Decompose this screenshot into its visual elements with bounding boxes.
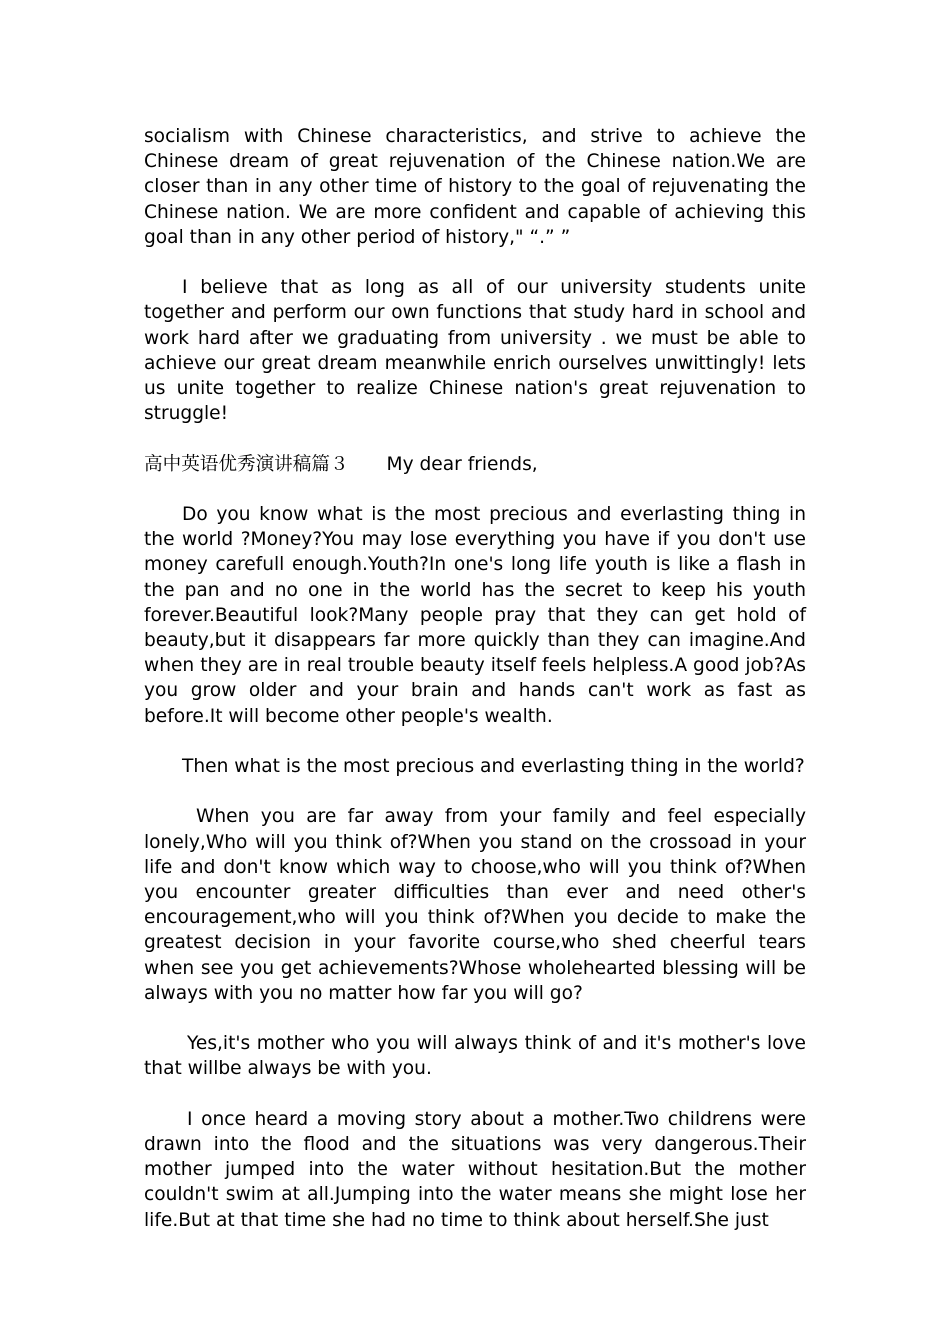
paragraph-who-think-of: When you are far away from your family and feel especially lonely,Who will you think of?When you stand on the crossoad in your life and don't know which way to choose,who will you think of?When you encounter greater difficulties than ever and need other's encouragement,who will you think of?When you decide to make the greatest decision in your favorite course,who shed cheerful tears when see you get achievements?Whose wholehearted blessing will be always with you no matter how far you will go? bbox=[144, 806, 806, 1004]
paragraph-precious-thing: Do you know what is the most precious and everlasting thing in the world ?Money?You may lose everything you have if you don't use money carefull enough.Youth?In one's long life youth is like a flash in the pan and no one in the world has the secret to keep his youth forever.Beautiful look?Many people pray that they can get hold of beauty,but it disappears far more quickly than they can imagine.And when they are in real trouble beauty itself feels helpless.A good job?As you grow older and your brain and hands can't work as fast as before.It will become other people's wealth. bbox=[144, 504, 806, 727]
paragraph-mother-story: I once heard a moving story about a mother.Two childrens were drawn into the flood and the situations was very dangerous.Their mother jumped into the water without hesitation.But the mother couldn't swim at all.Jumping into the water means she might lose her life.But at that time she had no time to think about herself.She just bbox=[144, 1108, 806, 1231]
paragraph-question: Then what is the most precious and everlasting thing in the world? bbox=[182, 756, 805, 778]
section-heading bbox=[144, 452, 806, 477]
document-page bbox=[144, 124, 806, 1258]
paragraph-intro-continuation: socialism with Chinese characteristics, and strive to achieve the Chinese dream of great rejuvenation of the Chinese nation.We are closer than in any other time of history to the goal of rejuvenating the Chinese nation. We are more confident and capable of achieving this goal than in any other period of history," “.” ” bbox=[144, 126, 806, 248]
section-greeting: My dear friends, bbox=[386, 453, 538, 475]
paragraph-belief: I believe that as long as all of our university students unite together and perform our own functions that study hard in school and work hard after we graduating from university . we must be able to achieve our great dream meanwhile enrich ourselves unwittingly! lets us unite together to realize Chinese nation's great rejuvenation to struggle! bbox=[144, 277, 806, 425]
section-title: 高中英语优秀演讲稿篇３ bbox=[144, 453, 349, 475]
paragraph-mother-love: Yes,it's mother who you will always think of and it's mother's love that willbe always be with you. bbox=[144, 1033, 806, 1080]
